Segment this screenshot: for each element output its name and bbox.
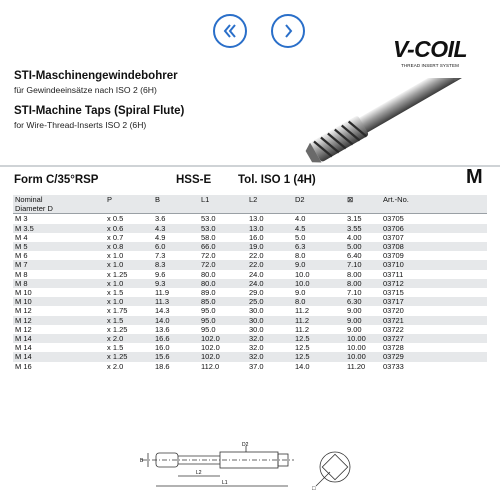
cell-square: 10.00 [333, 334, 381, 343]
drawing-label-l2: L2 [196, 470, 202, 476]
table-row [13, 325, 487, 334]
cell-blank [423, 214, 487, 224]
cell-square: 4.00 [347, 232, 362, 242]
cell-square: 5.00 [333, 242, 381, 251]
table-row [13, 334, 487, 343]
table-row [13, 288, 487, 297]
cell-l2: 22.0 [249, 251, 264, 261]
cell-l1: 53.0 [201, 214, 216, 224]
cell-l1: 95.0 [189, 316, 237, 325]
table-row [13, 251, 487, 260]
cell-p: x 1.5 [93, 316, 141, 325]
cell-b: 13.6 [155, 324, 170, 334]
cell-blank [423, 233, 487, 242]
cell-art: 03717 [381, 297, 423, 306]
cell-square: 9.00 [333, 316, 381, 325]
table-row [13, 362, 487, 371]
cell-blank [423, 242, 487, 251]
subtitle-english: for Wire-Thread-Inserts ISO 2 (6H) [14, 120, 147, 130]
cell-l2: 25.0 [237, 297, 285, 306]
cell-p: x 0.5 [107, 214, 124, 224]
cell-blank [423, 306, 487, 315]
cell-nominal: M 7 [13, 260, 93, 269]
header-d2: D2 [285, 195, 333, 204]
cell-blank [423, 316, 487, 325]
cell-blank [423, 260, 487, 269]
cell-d2: 14.0 [295, 361, 310, 371]
cell-d2: 9.0 [285, 260, 333, 269]
logo-text: V-COIL [392, 36, 468, 62]
cell-b: 15.6 [141, 352, 189, 361]
tolerance-label: Tol. ISO 1 (4H) [238, 174, 316, 186]
cell-art: 03710 [381, 260, 423, 269]
cell-d2: 12.5 [285, 334, 333, 343]
cell-p: x 1.0 [93, 260, 141, 269]
cell-p: x 2.0 [107, 361, 124, 371]
cell-nominal: M 10 [13, 297, 93, 306]
cell-blank [423, 325, 487, 334]
cell-nominal: M 5 [13, 242, 93, 251]
cell-art: 03728 [383, 343, 404, 353]
cell-b: 8.3 [141, 260, 189, 269]
cell-l2: 22.0 [237, 260, 285, 269]
table-row [13, 297, 487, 306]
cell-b: 9.3 [141, 279, 189, 288]
cell-d2: 5.0 [295, 232, 306, 242]
header-art: Art.-No. [381, 195, 423, 204]
cell-square: 7.10 [333, 260, 381, 269]
cell-b: 16.0 [155, 343, 170, 353]
previous-button[interactable] [213, 14, 247, 48]
cell-blank [423, 224, 487, 233]
form-label: Form C/35°RSP [14, 174, 99, 186]
header-square: ⊠ [333, 195, 381, 204]
cell-l1: 95.0 [201, 324, 216, 334]
cell-l2: 32.0 [237, 352, 285, 361]
cell-l1: 102.0 [189, 334, 237, 343]
cell-nominal: M 8 [13, 279, 93, 288]
table-row [13, 242, 487, 251]
cell-art: 03720 [383, 306, 404, 316]
cell-l2: 24.0 [249, 269, 264, 279]
cell-nominal: M 4 [15, 232, 28, 242]
cell-square: 6.40 [347, 251, 362, 261]
cell-l2: 30.0 [249, 324, 264, 334]
cell-d2: 11.2 [295, 306, 310, 316]
cell-nominal: M 14 [15, 343, 32, 353]
cell-art: 03729 [381, 352, 423, 361]
cell-art: 03707 [383, 232, 404, 242]
cell-square: 9.00 [347, 306, 362, 316]
cell-p: x 1.75 [107, 306, 128, 316]
table-row [13, 306, 487, 315]
cell-b: 6.0 [141, 242, 189, 251]
cell-l2: 32.0 [237, 334, 285, 343]
cell-p: x 0.7 [107, 232, 124, 242]
cell-d2: 11.2 [295, 324, 310, 334]
section-divider [0, 165, 500, 167]
cell-art: 03706 [381, 224, 423, 233]
cell-l1: 80.0 [201, 269, 216, 279]
cell-d2: 4.0 [295, 214, 306, 224]
cell-l2: 24.0 [237, 279, 285, 288]
header-diameter: Diameter D [13, 204, 93, 214]
cell-blank [423, 362, 487, 371]
cell-blank [423, 334, 487, 343]
next-button[interactable] [271, 14, 305, 48]
brand-logo [384, 38, 476, 64]
cell-l2: 19.0 [237, 242, 285, 251]
cell-nominal: M 12 [13, 316, 93, 325]
subtitle-german: für Gewindeeinsätze nach ISO 2 (6H) [14, 85, 157, 95]
cell-p: x 0.8 [93, 242, 141, 251]
logo-tagline: THREAD INSERT SYSTEM [401, 63, 459, 68]
header-l1: L1 [189, 195, 237, 204]
cell-l2: 13.0 [237, 224, 285, 233]
cell-art: 03715 [383, 288, 404, 298]
cell-d2: 10.0 [295, 269, 310, 279]
cell-art: 03733 [383, 361, 404, 371]
cell-blank [423, 352, 487, 361]
dimensions-table [13, 195, 487, 371]
cell-p: x 1.5 [107, 343, 124, 353]
cell-l2: 30.0 [237, 316, 285, 325]
cell-blank [423, 288, 487, 297]
drawing-label-d2: D2 [242, 442, 249, 448]
cell-l1: 58.0 [201, 232, 216, 242]
table-row [13, 343, 487, 352]
cell-square: 9.00 [347, 324, 362, 334]
cell-b: 4.3 [141, 224, 189, 233]
cell-art: 03712 [381, 279, 423, 288]
cell-art: 03709 [383, 251, 404, 261]
cell-art: 03708 [381, 242, 423, 251]
cell-l2: 13.0 [249, 214, 264, 224]
drawing-label-l1: L1 [222, 480, 228, 486]
cell-square: 8.00 [333, 279, 381, 288]
cell-b: 11.3 [141, 297, 189, 306]
cell-d2: 12.5 [285, 352, 333, 361]
cell-p: x 1.5 [107, 288, 124, 298]
cell-blank [423, 270, 487, 279]
table-row [13, 279, 487, 288]
cell-p: x 1.0 [107, 251, 124, 261]
cell-square: 10.00 [333, 352, 381, 361]
cell-nominal: M 3 [15, 214, 28, 224]
cell-nominal: M 6 [15, 251, 28, 261]
cell-square: 3.55 [333, 224, 381, 233]
cell-l2: 29.0 [249, 288, 264, 298]
cell-blank [423, 279, 487, 288]
cell-p: x 2.0 [93, 334, 141, 343]
cell-l1: 89.0 [201, 288, 216, 298]
cell-nominal: M 14 [13, 334, 93, 343]
cell-p: x 1.25 [107, 269, 128, 279]
cell-nominal: M 12 [15, 306, 32, 316]
cell-p: x 1.0 [93, 279, 141, 288]
table-row [13, 233, 487, 242]
square-section-drawing [310, 442, 360, 492]
chevron-right-icon [279, 22, 297, 40]
cell-d2: 9.0 [295, 288, 306, 298]
cell-art: 03721 [381, 316, 423, 325]
cell-art: 03711 [383, 269, 404, 279]
cell-nominal: M 3.5 [13, 224, 93, 233]
cell-square: 6.30 [333, 297, 381, 306]
table-row [13, 352, 487, 361]
cell-d2: 4.5 [285, 224, 333, 233]
cell-l2: 37.0 [249, 361, 264, 371]
cell-b: 7.3 [155, 251, 166, 261]
table-header-row-2 [13, 204, 487, 214]
cell-l1: 95.0 [201, 306, 216, 316]
cell-l2: 16.0 [249, 232, 264, 242]
spiral-tap-image [258, 78, 478, 168]
cell-l2: 30.0 [249, 306, 264, 316]
cell-b: 11.9 [155, 288, 170, 298]
cell-d2: 6.3 [285, 242, 333, 251]
cell-nominal: M 16 [15, 361, 32, 371]
cell-l1: 53.0 [189, 224, 237, 233]
cell-l1: 80.0 [189, 279, 237, 288]
cell-l1: 66.0 [189, 242, 237, 251]
cell-l1: 72.0 [201, 251, 216, 261]
cell-b: 3.6 [155, 214, 166, 224]
cell-nominal: M 10 [15, 288, 32, 298]
tap-dimension-drawing [112, 440, 302, 495]
cell-p: x 1.25 [93, 352, 141, 361]
cell-nominal: M 12 [15, 324, 32, 334]
cell-b: 4.9 [155, 232, 166, 242]
cell-l1: 72.0 [189, 260, 237, 269]
table-row [13, 214, 487, 224]
cell-blank [423, 297, 487, 306]
cell-l1: 85.0 [189, 297, 237, 306]
table-row [13, 316, 487, 325]
cell-square: 10.00 [347, 343, 366, 353]
material-label: HSS-E [176, 174, 212, 186]
cell-p: x 1.25 [107, 324, 128, 334]
table-row [13, 270, 487, 279]
title-german: STI-Maschinengewindebohrer [14, 70, 178, 82]
cell-nominal: M 8 [15, 269, 28, 279]
cell-art: 03705 [383, 214, 404, 224]
cell-l2: 32.0 [249, 343, 264, 353]
drawing-label-b: B [140, 458, 144, 464]
cell-b: 9.6 [155, 269, 166, 279]
cell-square: 7.10 [347, 288, 362, 298]
cell-nominal: M 14 [13, 352, 93, 361]
table-row [13, 224, 487, 233]
cell-d2: 10.0 [285, 279, 333, 288]
series-label: M [466, 166, 483, 188]
cell-blank [423, 251, 487, 260]
double-chevron-left-icon [221, 22, 239, 40]
cell-b: 14.3 [155, 306, 170, 316]
drawing-label-square: □ [312, 486, 316, 492]
cell-square: 11.20 [347, 361, 366, 371]
cell-d2: 12.5 [295, 343, 310, 353]
cell-square: 8.00 [347, 269, 362, 279]
header-p: P [93, 195, 141, 204]
table-row [13, 260, 487, 269]
cell-d2: 8.0 [295, 251, 306, 261]
cell-b: 16.6 [141, 334, 189, 343]
cell-p: x 1.0 [93, 297, 141, 306]
header-b: B [141, 195, 189, 204]
cell-blank [423, 343, 487, 352]
table-header-row [13, 195, 487, 204]
cell-l1: 102.0 [201, 343, 220, 353]
cell-square: 3.15 [347, 214, 362, 224]
cell-l1: 102.0 [189, 352, 237, 361]
cell-d2: 8.0 [285, 297, 333, 306]
cell-art: 03722 [383, 324, 404, 334]
header-l2: L2 [237, 195, 285, 204]
cell-art: 03727 [381, 334, 423, 343]
cell-l1: 112.0 [201, 361, 220, 371]
header-nominal: Nominal [13, 195, 93, 204]
cell-d2: 11.2 [285, 316, 333, 325]
cell-b: 14.0 [141, 316, 189, 325]
title-english: STI-Machine Taps (Spiral Flute) [14, 105, 185, 117]
cell-p: x 0.6 [93, 224, 141, 233]
cell-b: 18.6 [155, 361, 170, 371]
